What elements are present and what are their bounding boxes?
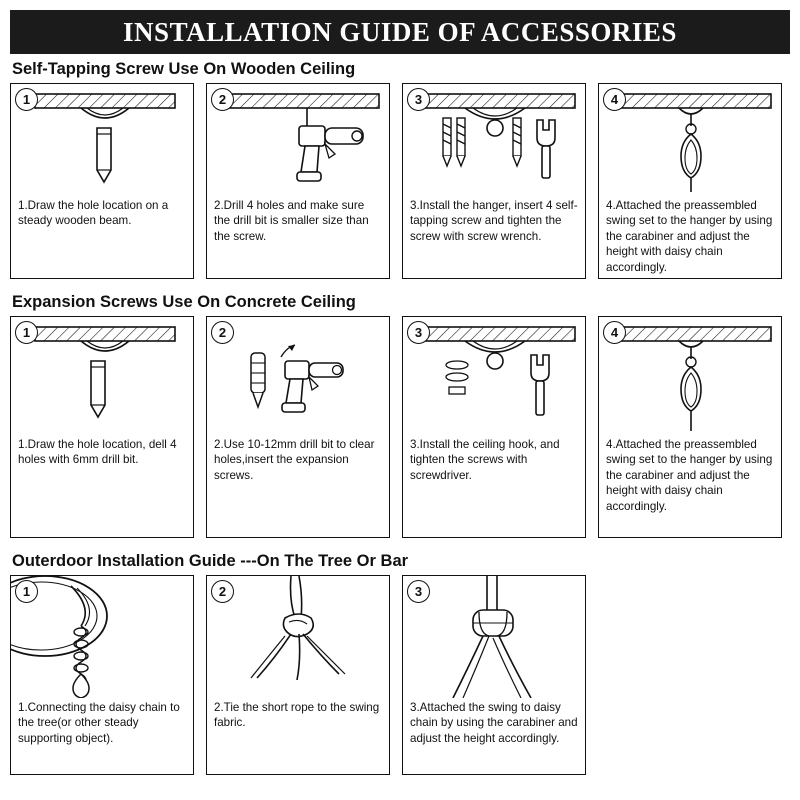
step-number-badge: 4 — [603, 321, 626, 344]
step-caption: 3.Install the ceiling hook, and tighten the screws with screwdriver. — [410, 438, 560, 482]
section-outdoor-tree-or-bar — [10, 552, 790, 775]
power-drill-icon — [207, 84, 389, 196]
daisy-chain-around-tree-icon — [11, 576, 193, 698]
section-title: Expansion Screws Use On Concrete Ceiling — [12, 293, 356, 311]
step-number-badge: 3 — [407, 580, 430, 603]
step-caption: 2.Tie the short rope to the swing fabric. — [214, 701, 380, 730]
step-panel — [598, 316, 782, 538]
step-panel — [10, 83, 194, 279]
page-title: INSTALLATION GUIDE OF ACCESSORIES — [123, 16, 677, 47]
step-number-badge: 1 — [15, 580, 38, 603]
section-wooden-ceiling — [10, 60, 790, 279]
rope-knot-fabric-icon — [207, 576, 389, 698]
step-number-badge: 2 — [211, 321, 234, 344]
step-caption: 3.Install the hanger, insert 4 self-tapping screw and tighten the screw with screw wrench. — [410, 199, 578, 243]
section-concrete-ceiling — [10, 293, 790, 538]
page-banner — [10, 10, 790, 54]
ceiling-hook-wrench-icon — [403, 317, 585, 435]
carabiner-on-daisy-chain-icon — [403, 576, 585, 698]
step-panel — [402, 575, 586, 775]
step-caption: 2.Drill 4 holes and make sure the drill bit is smaller size than the screw. — [214, 199, 369, 243]
step-panel — [206, 83, 390, 279]
step-caption: 1.Draw the hole location on a steady wooden beam. — [18, 199, 169, 228]
pencil-marking-ceiling-icon — [11, 84, 193, 196]
pencil-marking-ceiling-icon — [11, 317, 193, 435]
hanger-carabiner-daisy-chain-icon — [599, 84, 781, 196]
step-panel — [10, 575, 194, 775]
step-number-badge: 3 — [407, 88, 430, 111]
step-panel — [206, 316, 390, 538]
drill-with-expansion-screw-icon — [207, 317, 389, 435]
step-number-badge: 2 — [211, 88, 234, 111]
step-row — [10, 83, 790, 279]
step-caption: 1.Draw the hole location, dell 4 holes with 6mm drill bit. — [18, 438, 177, 467]
section-spacer — [10, 279, 790, 287]
step-panel — [598, 83, 782, 279]
section-title: Self-Tapping Screw Use On Wooden Ceiling — [12, 60, 356, 78]
hanger-screws-wrench-icon — [403, 84, 585, 196]
step-number-badge: 4 — [603, 88, 626, 111]
step-number-badge: 1 — [15, 88, 38, 111]
step-caption: 1.Connecting the daisy chain to the tree(or other steady supporting object). — [18, 701, 180, 745]
step-number-badge: 3 — [407, 321, 430, 344]
step-caption: 4.Attached the preassembled swing set to the hanger by using the carabiner and adjust the height with daisy chain accordingly. — [606, 438, 773, 513]
step-panel — [402, 316, 586, 538]
step-row — [10, 575, 790, 775]
step-panel — [206, 575, 390, 775]
step-caption: 4.Attached the preassembled swing set to the hanger by using the carabiner and adjust the height with daisy chain accordingly. — [606, 199, 773, 274]
step-panel — [10, 316, 194, 538]
step-caption: 2.Use 10-12mm drill bit to clear holes,insert the expansion screws. — [214, 438, 375, 482]
step-row — [10, 316, 790, 538]
section-spacer — [10, 538, 790, 546]
step-caption: 3.Attached the swing to daisy chain by using the carabiner and adjust the height accordingly. — [410, 701, 578, 745]
step-panel — [402, 83, 586, 279]
step-number-badge: 1 — [15, 321, 38, 344]
section-title: Outerdoor Installation Guide ---On The Tree Or Bar — [12, 552, 409, 570]
step-number-badge: 2 — [211, 580, 234, 603]
hanger-carabiner-daisy-chain-icon — [599, 317, 781, 435]
